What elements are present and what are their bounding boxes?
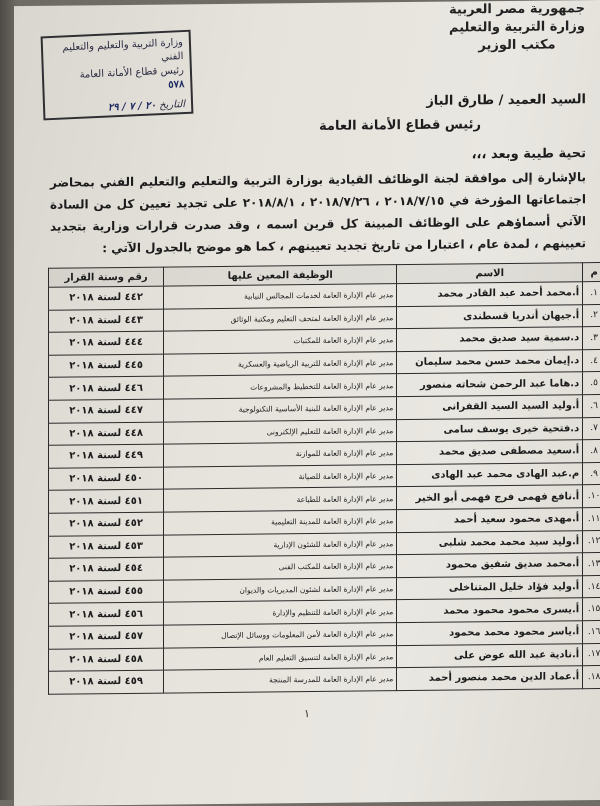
cell-num: ٨. — [583, 440, 600, 463]
cell-name: أ.نادية عبد الله عوض على — [397, 643, 583, 668]
header-job: الوظيفة المعين عليها — [164, 265, 397, 286]
cell-decision: ٤٥٧ لسنة ٢٠١٨ — [49, 625, 164, 649]
cell-job: مدير عام الإدارة العامة لخدمات المجالس النيابية — [164, 284, 397, 309]
cell-name: أ.جيهان أندريا قسطندى — [397, 304, 583, 329]
cell-job: مدير عام الإدارة العامة للمدينة التعليمية — [164, 510, 397, 535]
cell-job: مدير عام الإدارة العامة للتخطيط والمشروعات — [164, 374, 397, 399]
header-line-2: وزارة التربية والتعليم — [442, 18, 592, 38]
cell-job: مدير عام الإدارة العامة لتنسيق التعليم العام — [164, 645, 397, 670]
cell-num: ٩. — [583, 462, 600, 485]
cell-name: د.هاما عبد الرحمن شحاته منصور — [397, 372, 583, 397]
cell-decision: ٤٥١ لسنة ٢٠١٨ — [49, 489, 164, 513]
cell-decision: ٤٤٥ لسنة ٢٠١٨ — [49, 354, 164, 378]
document-page — [14, 0, 600, 806]
header-num: م — [583, 262, 600, 281]
cell-decision: ٤٥٦ لسنة ٢٠١٨ — [49, 602, 164, 626]
cell-decision: ٤٤٨ لسنة ٢٠١٨ — [49, 422, 164, 446]
cell-name: أ.عماد الدين محمد منصور أحمد — [397, 666, 583, 691]
cell-num: ١٦. — [583, 620, 600, 643]
cell-name: د.سمية سيد صديق محمد — [397, 327, 583, 352]
cell-num: ١٤. — [583, 575, 600, 598]
cell-decision: ٤٥٠ لسنة ٢٠١٨ — [49, 467, 164, 491]
cell-name: أ.نافع فهمى فرج فهمى أبو الخير — [397, 485, 583, 510]
cell-name: أ.وليد سيد محمد محمد شلبى — [397, 530, 583, 555]
greeting: تحية طيبة وبعد ،،، — [50, 146, 586, 167]
cell-num: ١. — [583, 281, 600, 304]
page-number: ١ — [304, 707, 310, 720]
cell-decision: ٤٥٤ لسنة ٢٠١٨ — [49, 557, 164, 581]
stamp-number: ٥٧٨ — [50, 78, 184, 98]
cell-name: أ.وليد السيد السيد القفرانى — [397, 395, 583, 420]
cell-num: ١٧. — [583, 643, 600, 666]
letter-paragraph: بالإشارة إلى موافقة لجنة الوظائف القيادية بوزارة التربية والتعليم والتعليم الفني بمحاضر اجتماعاتها المؤرخة في ٢٠١٨/٧/١٥ ، ٢٠١٨/٧/٢٦ ، ٢٠١٨/٨/١ على تجديد تعيين كل من السادة الآتي أسماؤهم على الوظائف المبينة كل قرين اسمه ، وقد صدرت قرارات وزارية بتجديد تعيينهم ، لمدة عام ، اعتبارا من تاريخ تجديد تعيينهم ، كما هو موضح بالجدول الآتي : — [50, 166, 586, 260]
appointments-table — [48, 262, 600, 695]
cell-job: مدير عام الإدارة العامة للتنظيم والإدارة — [164, 600, 397, 625]
cell-num: ٢. — [583, 304, 600, 327]
cell-decision: ٤٥٨ لسنة ٢٠١٨ — [49, 648, 164, 672]
ministry-header — [442, 0, 592, 56]
cell-job: مدير عام الإدارة العامة للمكتبات — [164, 329, 397, 354]
cell-name: م.عبد الهادى محمد عبد الهادى — [397, 462, 583, 487]
cell-job: مدير عام الإدارة العامة للموازنة — [164, 442, 397, 467]
cell-job: مدير عام الإدارة العامة للشئون الإدارية — [164, 532, 397, 557]
cell-decision: ٤٤٤ لسنة ٢٠١٨ — [49, 331, 164, 355]
cell-num: ١٨. — [583, 666, 600, 689]
addressee: السيد العميد / طارق الباز — [50, 92, 586, 113]
cell-num: ٦. — [583, 394, 600, 417]
cell-job: مدير عام الإدارة العامة للمكتب الفنى — [164, 555, 397, 580]
cell-name: أ.سعيد مصطفى صديق محمد — [397, 440, 583, 465]
header-line-1: جمهورية مصر العربية — [442, 0, 592, 20]
cell-decision: ٤٤٩ لسنة ٢٠١٨ — [49, 444, 164, 468]
cell-decision: ٤٥٩ لسنة ٢٠١٨ — [49, 670, 164, 694]
cell-job: مدير عام الإدارة العامة للتعليم الإلكترونى — [164, 419, 397, 444]
cell-job: مدير عام الإدارة العامة لأمن المعلومات ووسائل الإتصال — [164, 623, 397, 648]
cell-num: ١٠. — [583, 485, 600, 508]
cell-name: أ.ياسر محمود محمد محمود — [397, 621, 583, 646]
cell-num: ٥. — [583, 372, 600, 395]
cell-job: مدير عام الإدارة العامة لمتحف التعليم ومكتبة الوثائق — [164, 306, 397, 331]
cell-decision: ٤٤٦ لسنة ٢٠١٨ — [49, 376, 164, 400]
header-decision: رقم وسنة القرار — [49, 267, 164, 287]
table-body — [49, 281, 600, 694]
cell-num: ١٢. — [583, 530, 600, 553]
cell-num: ٧. — [583, 417, 600, 440]
cell-num: ٣. — [583, 327, 600, 350]
header-line-3: مكتب الوزير — [442, 36, 592, 56]
cell-job: مدير عام الإدارة العامة للتربية الرياضية والعسكرية — [164, 351, 397, 376]
cell-job: مدير عام الإدارة العامة للطباعة — [164, 487, 397, 512]
cell-name: د.إيمان محمد حسن محمد سليمان — [397, 349, 583, 374]
cell-decision: ٤٤٣ لسنة ٢٠١٨ — [49, 309, 164, 333]
cell-name: أ.يسرى محمود محمود محمد — [397, 598, 583, 623]
cell-num: ١٥. — [583, 598, 600, 621]
cell-name: د.فتحية خيرى يوسف سامى — [397, 417, 583, 442]
cell-decision: ٤٤٧ لسنة ٢٠١٨ — [49, 399, 164, 423]
header-name: الاسم — [397, 263, 583, 284]
cell-name: أ.وليد فؤاد خليل المتناخلى — [397, 575, 583, 600]
table-row — [49, 666, 600, 694]
cell-decision: ٤٥٥ لسنة ٢٠١٨ — [49, 580, 164, 604]
cell-num: ١٣. — [583, 553, 600, 576]
cell-decision: ٤٥٢ لسنة ٢٠١٨ — [49, 512, 164, 536]
addressee-title: رئيس قطاع الأمانة العامة — [214, 116, 586, 135]
cell-job: مدير عام الإدارة العامة للمدرسة المنتجة — [164, 668, 397, 693]
cell-job: مدير عام الإدارة العامة لشئون المديريات والديوان — [164, 577, 397, 602]
cell-job: مدير عام الإدارة العامة للصيانة — [164, 464, 397, 489]
cell-decision: ٤٥٣ لسنة ٢٠١٨ — [49, 535, 164, 559]
cell-job: مدير عام الإدارة العامة للبنية الأساسية التكنولوجية — [164, 397, 397, 422]
cell-name: أ.مهدى محمود سعيد أحمد — [397, 508, 583, 533]
stamp-line-1: وزارة التربية والتعليم والتعليم الفني — [49, 36, 184, 70]
cell-num: ٤. — [583, 349, 600, 372]
stamp-line-2: رئيس قطاع الأمانة العامة — [50, 64, 184, 84]
cell-num: ١١. — [583, 507, 600, 530]
cell-name: أ.محمد صديق شفيق محمود — [397, 553, 583, 578]
stamp-date-value: ٢٠ / ٧ / ٢٩ — [108, 100, 156, 113]
stamp-date-label: التاريخ — [159, 99, 185, 111]
cell-name: أ.محمد أحمد عبد القادر محمد — [397, 282, 583, 307]
cell-decision: ٤٤٢ لسنة ٢٠١٨ — [49, 286, 164, 310]
